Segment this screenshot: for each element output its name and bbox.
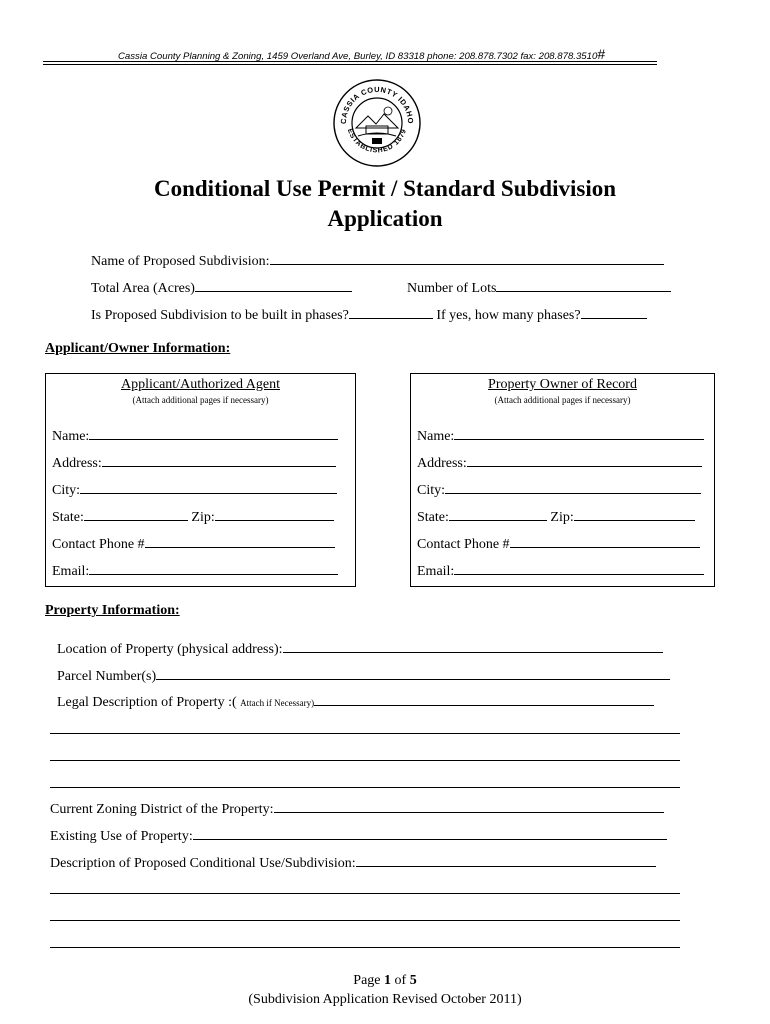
agent-phone-label: Contact Phone #: [52, 537, 145, 552]
svg-text:CASSIA COUNTY IDAHO: [339, 85, 415, 124]
agent-address-label: Address:: [52, 456, 102, 471]
agent-box: [45, 373, 356, 587]
agent-name-field[interactable]: [89, 426, 338, 440]
owner-email-row: [417, 561, 704, 581]
agent-email-row: [52, 561, 338, 581]
proposed-use-row: [50, 853, 656, 873]
existing-use-row: [50, 826, 667, 846]
owner-phone-field[interactable]: [510, 534, 700, 548]
parcel-row: [57, 666, 670, 686]
county-seal: [332, 78, 422, 168]
page-title: Conditional Use Permit / Standard Subdivision: [153, 176, 616, 201]
owner-name-field[interactable]: [454, 426, 704, 440]
header-rule-top: [43, 61, 657, 62]
owner-address-field[interactable]: [467, 453, 702, 467]
total-area-row: [91, 278, 352, 298]
existing-use-label: Existing Use of Property:: [50, 829, 193, 844]
owner-city-field[interactable]: [445, 480, 701, 494]
proposed-use-line-3[interactable]: [50, 947, 680, 948]
owner-email-field[interactable]: [454, 561, 704, 575]
proposed-use-field[interactable]: [356, 853, 656, 867]
owner-city-row: [417, 480, 701, 500]
phases-count-field[interactable]: [581, 305, 647, 319]
owner-name-label: Name:: [417, 429, 455, 444]
total-area-label: Total Area (Acres): [91, 281, 195, 296]
agent-address-field[interactable]: [102, 453, 336, 467]
agent-zip-field[interactable]: [215, 507, 334, 521]
agent-box-title: Applicant/Authorized Agent: [120, 377, 281, 392]
parcel-label: Parcel Number(s): [57, 669, 157, 684]
owner-city-label: City:: [417, 483, 446, 498]
proposed-use-line-1[interactable]: [50, 893, 680, 894]
owner-email-label: Email:: [417, 564, 455, 579]
page-title-line2: Application: [327, 206, 443, 231]
owner-box-title: Property Owner of Record: [488, 377, 637, 392]
owner-box-note: (Attach additional pages if necessary): [494, 395, 631, 405]
number-of-lots-field[interactable]: [496, 278, 671, 292]
owner-zip-field[interactable]: [574, 507, 695, 521]
zoning-label: Current Zoning District of the Property:: [50, 802, 274, 817]
agent-phone-field[interactable]: [145, 534, 335, 548]
number-of-lots-label: Number of Lots: [407, 281, 497, 296]
agent-city-label: City:: [52, 483, 81, 498]
legal-description-label: Legal Description of Property :(: [57, 695, 237, 710]
legal-description-note: Attach if Necessary): [240, 698, 315, 708]
agent-email-field[interactable]: [89, 561, 338, 575]
owner-name-row: [417, 426, 704, 446]
agent-state-field[interactable]: [84, 507, 188, 521]
phases-label: Is Proposed Subdivision to be built in phases?: [91, 308, 349, 323]
phases-count-label: If yes, how many phases?: [436, 308, 581, 323]
zoning-field[interactable]: [274, 799, 664, 813]
agent-name-label: Name:: [52, 429, 90, 444]
page-total: 5: [409, 973, 417, 988]
page-current: 1: [384, 973, 392, 988]
owner-zip-label: Zip:: [550, 510, 574, 525]
existing-use-field[interactable]: [193, 826, 667, 840]
agent-name-row: [52, 426, 338, 446]
phases-row: [91, 305, 647, 325]
proposed-use-label: Description of Proposed Conditional Use/Subdivision:: [50, 856, 356, 871]
owner-state-field[interactable]: [449, 507, 547, 521]
owner-address-row: [417, 453, 702, 473]
header-rule-bottom: [43, 64, 657, 65]
agent-state-zip-row: [52, 507, 334, 527]
owner-box: [410, 373, 715, 587]
owner-state-label: State:: [417, 510, 449, 525]
page-number: [0, 971, 770, 990]
owner-state-zip-row: [417, 507, 695, 527]
agent-box-note: (Attach additional pages if necessary): [132, 395, 269, 405]
owner-phone-row: [417, 534, 700, 554]
page-of: of: [394, 973, 407, 988]
location-field[interactable]: [283, 639, 663, 653]
header-contact: Cassia County Planning & Zoning, 1459 Overland Ave, Burley, ID 83318 phone: 208.878.7302 fax: 208.878.3510#: [118, 46, 606, 62]
agent-state-label: State:: [52, 510, 84, 525]
location-label: Location of Property (physical address):: [57, 642, 283, 657]
applicant-owner-heading: Applicant/Owner Information:: [45, 341, 231, 356]
legal-description-line-2[interactable]: [50, 760, 680, 761]
seal-bottom-text: ESTABLISHED 1879: [345, 127, 409, 155]
subdivision-name-field[interactable]: [270, 251, 664, 265]
subdivision-name-label: Name of Proposed Subdivision:: [91, 254, 270, 269]
zoning-row: [50, 799, 664, 819]
agent-address-row: [52, 453, 336, 473]
hash-mark: #: [597, 46, 606, 62]
parcel-field[interactable]: [156, 666, 670, 680]
number-of-lots-row: [407, 278, 671, 298]
agent-city-field[interactable]: [80, 480, 337, 494]
owner-phone-label: Contact Phone #: [417, 537, 510, 552]
seal-icon: [332, 78, 422, 168]
subdivision-name-row: [91, 251, 664, 271]
legal-description-row: [57, 692, 654, 712]
agent-email-label: Email:: [52, 564, 90, 579]
revision-note: (Subdivision Application Revised October 2011): [248, 992, 522, 1007]
legal-description-line-1[interactable]: [50, 733, 680, 734]
total-area-field[interactable]: [195, 278, 352, 292]
page-prefix: Page: [353, 973, 381, 988]
phases-field[interactable]: [349, 305, 433, 319]
location-row: [57, 639, 663, 659]
legal-description-field[interactable]: [314, 692, 654, 706]
agent-phone-row: [52, 534, 335, 554]
proposed-use-line-2[interactable]: [50, 920, 680, 921]
property-info-heading: Property Information:: [45, 603, 180, 618]
agent-zip-label: Zip:: [191, 510, 215, 525]
agent-city-row: [52, 480, 337, 500]
owner-address-label: Address:: [417, 456, 467, 471]
seal-top-text: CASSIA COUNTY IDAHO: [338, 84, 416, 125]
legal-description-line-3[interactable]: [50, 787, 680, 788]
